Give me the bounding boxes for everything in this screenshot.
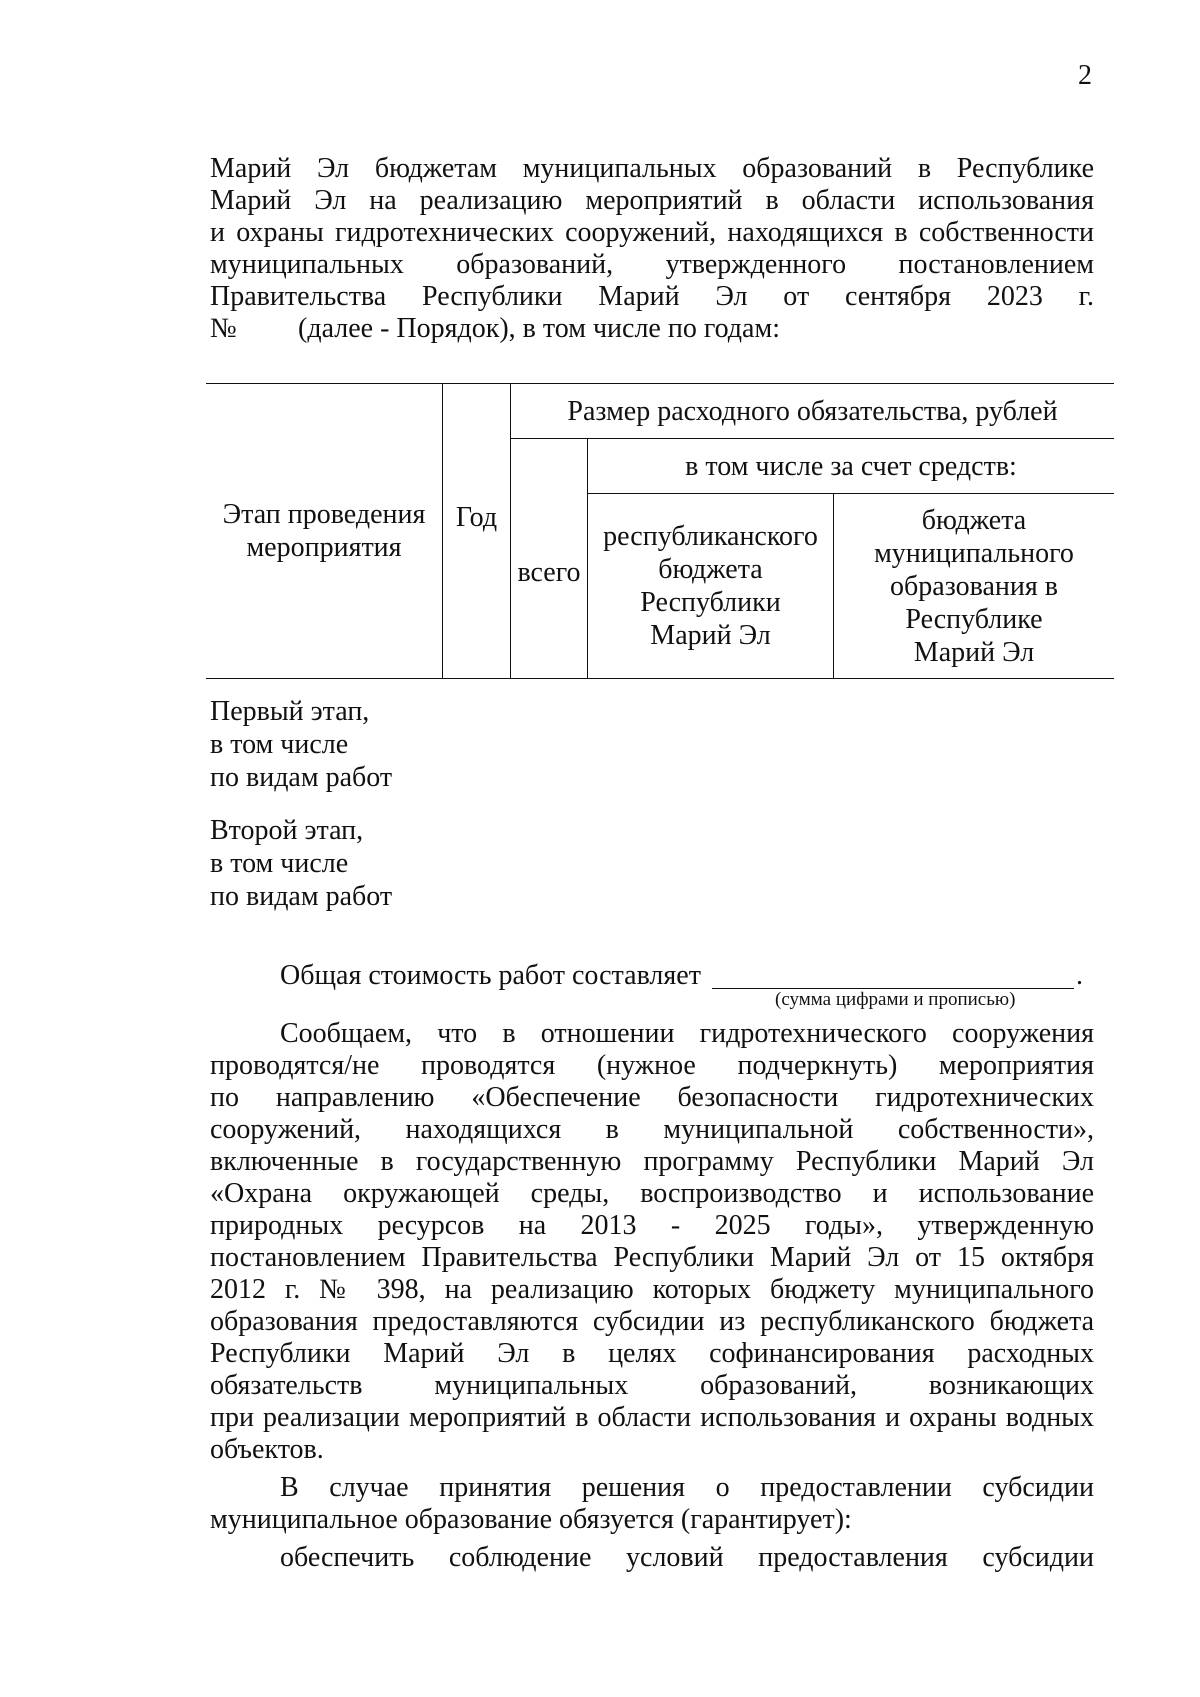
stage-line: в том числе <box>210 848 349 879</box>
para1-line: природных ресурсов на 2013 - 2025 годы», утвержденную <box>210 1210 1094 1241</box>
para3-line: обеспечить соблюдение условий предоставления субсидии <box>280 1542 1094 1573</box>
header-republic-budget: республиканского бюджета Республики Марий Эл <box>603 521 818 651</box>
para1-line: при реализации мероприятий в области использования и охраны водных <box>210 1402 1094 1433</box>
intro-line: и охраны гидротехнических сооружений, находящихся в собственности <box>210 217 1094 248</box>
header-stage: Этап проведения мероприятия <box>222 499 426 563</box>
header-total: всего <box>517 557 581 588</box>
intro-last-line: (далее - Порядок), в том числе по годам: <box>298 313 780 344</box>
para1-line: проводятся/не проводятся (нужное подчеркнуть) мероприятия <box>210 1050 1094 1081</box>
para1-line: постановлением Правительства Республики Марий Эл от 15 октября <box>210 1242 1094 1273</box>
total-cost-caption: (сумма цифрами и прописью) <box>775 989 1016 1010</box>
page-number: 2 <box>1078 60 1092 91</box>
para1-line: «Охрана окружающей среды, воспроизводство и использование <box>210 1178 1094 1209</box>
para1-line: по направлению «Обеспечение безопасности гидротехнических <box>210 1082 1094 1113</box>
para1-line: сооружений, находящихся в муниципальной собственности», <box>210 1114 1094 1145</box>
para2-line: В случае принятия решения о предоставлении субсидии <box>280 1472 1094 1503</box>
header-year: Год <box>455 501 498 533</box>
stage-line: в том числе <box>210 729 349 760</box>
header-municipal-budget: бюджета муниципального образования в Республике Марий Эл <box>874 504 1074 668</box>
header-expense-size: Размер расходного обязательства, рублей <box>567 395 1058 427</box>
stage-line: по видам работ <box>210 762 393 793</box>
stage-line: Первый этап, <box>210 696 370 727</box>
stage-line: Второй этап, <box>210 815 364 846</box>
stage-second <box>210 814 392 913</box>
para2-last-line: муниципальное образование обязуется (гарантирует): <box>210 1504 852 1535</box>
total-cost-period: . <box>1076 960 1083 991</box>
para1-line: включенные в государственную программу Республики Марий Эл <box>210 1146 1094 1177</box>
intro-line: Марий Эл на реализацию мероприятий в области использования <box>210 185 1094 216</box>
intro-line: Марий Эл бюджетам муниципальных образований в Республике <box>210 153 1094 184</box>
para1-line: Сообщаем, что в отношении гидротехнического сооружения <box>280 1018 1094 1049</box>
para1-line: обязательств муниципальных образований, возникающих <box>210 1370 1094 1401</box>
table-bottom-border <box>206 678 1114 679</box>
total-cost-label: Общая стоимость работ составляет <box>280 960 701 991</box>
header-including: в том числе за счет средств: <box>685 450 1017 482</box>
intro-number-sign: № <box>210 313 237 344</box>
para1-line: Республики Марий Эл в целях софинансирования расходных <box>210 1338 1094 1369</box>
stage-line: по видам работ <box>210 881 393 912</box>
para1-last-line: объектов. <box>210 1434 324 1465</box>
intro-line: муниципальных образований, утвержденного постановлением <box>210 249 1094 280</box>
para1-line: образования предоставляются субсидии из республиканского бюджета <box>210 1306 1094 1337</box>
stage-first <box>210 695 392 794</box>
para1-line: 2012 г. № 398, на реализацию которых бюджету муниципального <box>210 1274 1094 1305</box>
intro-line: Правительства Республики Марий Эл от сентября 2023 г. <box>210 281 1094 312</box>
